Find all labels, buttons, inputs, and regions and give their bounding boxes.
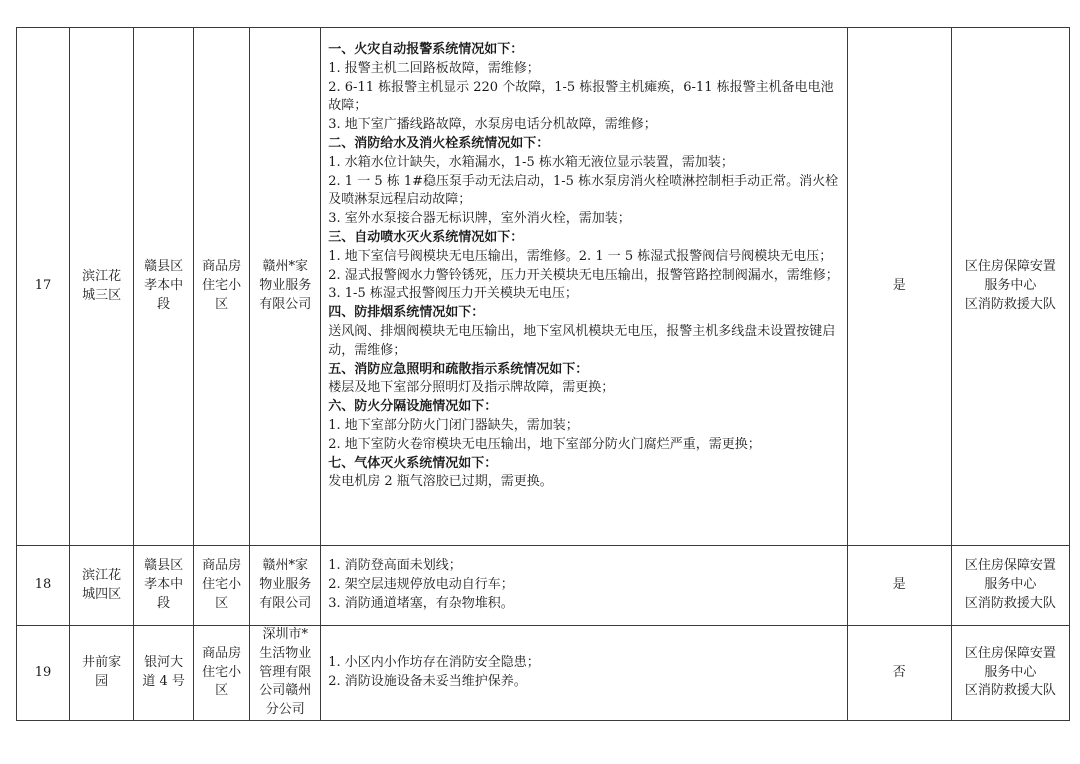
community-address [134,28,194,546]
community-name [70,546,134,626]
issue-section-heading: 四、防排烟系统情况如下： [328,305,485,321]
cell-line: 井前家 [82,655,122,671]
cell-line: 孝本中 [144,278,184,294]
issues-list [321,28,848,546]
issues-list [321,546,848,626]
table-row [17,626,1070,721]
property-manager [250,28,321,546]
issue-section-heading: 二、消防给水及消火栓系统情况如下： [328,135,550,151]
cell-line: 园 [95,674,109,689]
property-type [194,626,250,721]
issue-item: 3. 1-5 栋湿式报警阀压力开关模块无电压； [328,286,578,302]
cell-line: 深圳市* [262,627,308,642]
cell-line: 城三区 [82,287,122,303]
cell-line: 商品房 [202,558,242,574]
cell-line: 商品房 [202,259,242,275]
property-manager [250,626,321,721]
issue-item: 1. 水箱水位计缺失，水箱漏水，1-5 栋水箱无液位显示装置，需加装； [328,154,734,170]
cell-line: 滨江花 [82,268,122,284]
row-number: 18 [17,546,70,626]
cell-line: 区消防救援大队 [964,683,1056,699]
status-flag: 是 [847,546,951,626]
cell-line: 赣县区 [144,259,184,275]
cell-line: 区住房保障安置 [964,259,1056,275]
cell-line: 赣县区 [144,558,184,574]
community-address [134,626,194,721]
cell-line: 城四区 [82,586,122,602]
property-type [194,28,250,546]
responsible-departments [951,626,1069,721]
cell-line: 分公司 [265,702,305,718]
community-name [70,28,134,546]
issue-section-heading: 六、防火分隔设施情况如下： [328,399,498,415]
cell-line: 物业服务 [259,577,312,593]
issue-item: 1. 地下室部分防火门闭门器缺失，需加装； [328,417,579,433]
cell-line: 段 [157,595,171,611]
cell-line: 服务中心 [984,278,1037,294]
cell-line: 管理有限 [259,664,312,680]
status-flag: 否 [847,626,951,721]
cell-line: 区消防救援大队 [964,595,1056,611]
cell-line: 有限公司 [259,296,312,312]
issue-section-heading: 三、自动喷水灭火系统情况如下： [328,229,524,245]
table-row [17,546,1070,626]
issue-item: 3. 消防通道堵塞，有杂物堆积。 [328,595,514,611]
issue-item: 发电机房 2 瓶气溶胶已过期，需更换。 [328,474,553,490]
issue-item: 2. 6-11 栋报警主机显示 220 个故障，1-5 栋报警主机瘫痪，6-11 栋报警主机备电电池故障； [328,79,834,114]
issue-item: 2. 湿式报警阀水力警铃锈死，压力开关模块无电压输出，报警管路控制阀漏水，需维修； [328,267,839,283]
community-name [70,626,134,721]
issue-item: 1. 消防登高面未划线； [328,558,462,574]
cell-line: 滨江花 [82,567,122,583]
cell-line: 银河大 [144,655,184,671]
table-body [17,28,1070,721]
cell-line: 区住房保障安置 [964,645,1056,661]
issue-item: 楼层及地下室部分照明灯及指示牌故障，需更换； [328,380,615,396]
issue-section-heading: 一、火灾自动报警系统情况如下： [328,42,524,57]
property-manager [250,546,321,626]
issue-item: 1. 小区内小作坊存在消防安全隐患； [328,655,540,671]
issue-item: 送风阀、排烟阀模块无电压输出，地下室风机模块无电压，报警主机多线盘未设置按键启动，需维修； [328,323,836,358]
table-row [17,28,1070,546]
cell-line: 住宅小 [202,664,242,680]
issue-item: 1. 地下室信号阀模块无电压输出，需维修。2. 1 一 5 栋湿式报警阀信号阀模块无电压； [328,248,833,264]
cell-line: 服务中心 [984,664,1037,680]
cell-line: 区消防救援大队 [964,296,1056,312]
status-flag: 是 [847,28,951,546]
issue-item: 3. 地下室广播线路故障，水泵房电话分机故障，需维修； [328,117,657,133]
issue-item: 2. 架空层违规停放电动自行车； [328,577,514,593]
cell-line: 生活物业 [259,645,312,661]
row-number: 17 [17,28,70,546]
cell-line: 物业服务 [259,278,312,294]
cell-line: 服务中心 [984,577,1037,593]
issue-item: 1. 报警主机二回路板故障，需维修； [328,60,540,76]
cell-line: 赣州*家 [262,558,308,574]
responsible-departments [951,546,1069,626]
inspection-table [16,27,1070,721]
cell-line: 区 [215,296,229,312]
cell-line: 区 [215,683,229,699]
issue-item: 2. 1 一 5 栋 1#稳压泵手动无法启动，1-5 栋水泵房消火栓喷淋控制柜手动正常。消火栓及喷淋泵远程启动故障； [328,173,839,208]
issue-item: 2. 消防设施设备未妥当维护保养。 [328,674,527,689]
issue-section-heading: 五、消防应急照明和疏散指示系统情况如下： [328,361,589,377]
cell-line: 有限公司 [259,595,312,611]
cell-line: 道 4 号 [142,674,185,689]
cell-line: 住宅小 [202,577,242,593]
community-address [134,546,194,626]
row-number: 19 [17,626,70,721]
property-type [194,546,250,626]
issue-item: 2. 地下室防火卷帘模块无电压输出，地下室部分防火门腐烂严重，需更换； [328,436,761,452]
cell-line: 区住房保障安置 [964,558,1056,574]
responsible-departments [951,28,1069,546]
cell-line: 孝本中 [144,577,184,593]
issue-item: 3. 室外水泵接合器无标识牌，室外消火栓，需加装； [328,211,631,227]
cell-line: 赣州*家 [262,259,308,275]
issue-section-heading: 七、气体灭火系统情况如下： [328,455,498,471]
cell-line: 商品房 [202,645,242,661]
cell-line: 公司赣州 [259,683,312,699]
cell-line: 区 [215,595,229,611]
cell-line: 段 [157,296,171,312]
cell-line: 住宅小 [202,278,242,294]
issues-list [321,626,848,721]
